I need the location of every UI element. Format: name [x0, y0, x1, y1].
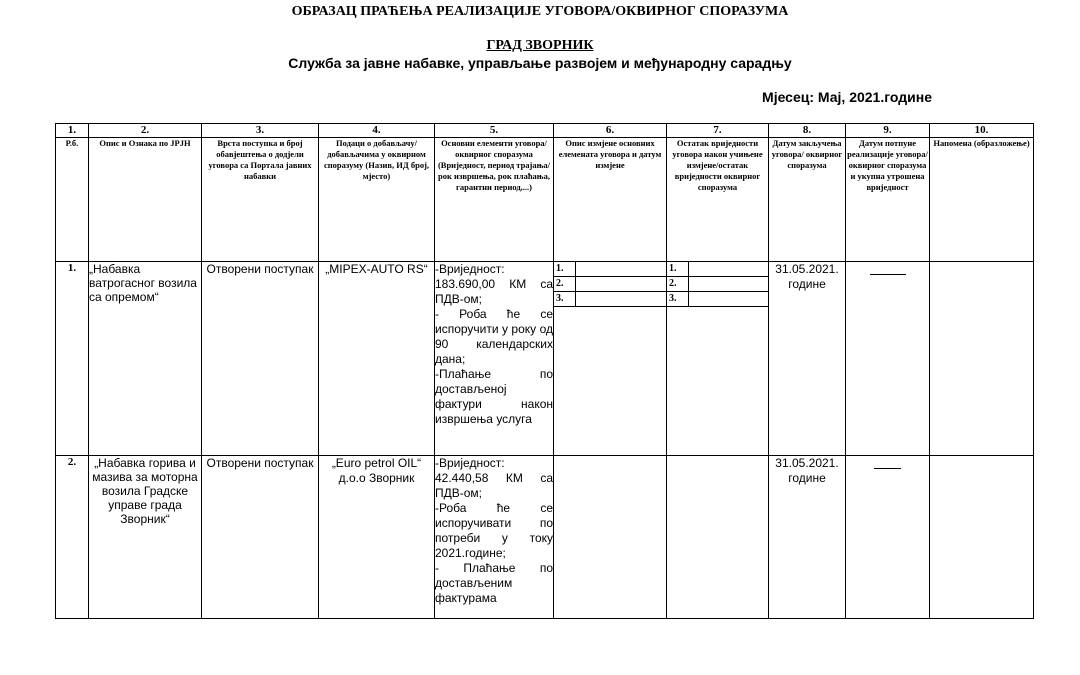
column-header-row: [56, 138, 1034, 262]
column-number: 4.: [319, 124, 435, 138]
amendment-number: 3.: [554, 292, 576, 307]
column-number: 7.: [667, 124, 769, 138]
amendment-number: 2.: [554, 277, 576, 292]
delivery-term: -Роба ће се испоручивати по потреби у току 2021.године;: [435, 501, 553, 560]
remaining-value: [689, 292, 769, 307]
procedure-type: Отворени поступак: [202, 456, 319, 619]
column-header: Остатак вриједности уговора након учињене измјене/остатак вриједности оквирног споразума: [667, 138, 769, 262]
remaining-value: [689, 277, 769, 292]
column-number: 10.: [930, 124, 1034, 138]
column-header: Подаци о добављачу/ добављачима у оквирном споразуму (Назив, ИД број, мјесто): [319, 138, 435, 262]
contract-elements: [435, 262, 554, 456]
remaining-number: 2.: [667, 277, 689, 292]
contract-elements: [435, 456, 554, 619]
column-header: Опис и Ознака по ЈРЈН: [89, 138, 202, 262]
row-number: 2.: [56, 456, 89, 619]
column-number-row: [56, 124, 1034, 138]
completion-cell: [846, 456, 930, 619]
column-number: 2.: [89, 124, 202, 138]
remaining-value: [689, 262, 769, 277]
column-header: Опис измјене основних елемената уговора и датум измјене: [554, 138, 667, 262]
remaining-number: 1.: [667, 262, 689, 277]
contract-value: -Вриједност: 183.690,00 КМ са ПДВ-ом;: [435, 262, 553, 306]
empty-dash: [874, 468, 901, 469]
column-header: Напомена (образложење): [930, 138, 1034, 262]
table-row: [56, 456, 1034, 619]
city-name: ГРАД ЗВОРНИК: [486, 38, 594, 53]
form-title: ОБРАЗАЦ ПРАЋЕЊА РЕАЛИЗАЦИЈЕ УГОВОРА/ОКВИРНОГ СПОРАЗУМА: [291, 4, 789, 19]
column-header: Врста поступка и број обавјештења о додјели уговора са Портала јавних набавки: [202, 138, 319, 262]
amendments-cell: [554, 456, 667, 619]
remaining-number: 3.: [667, 292, 689, 307]
supplier-name: „MIPEX-AUTO RS“: [319, 262, 435, 456]
note-cell: [930, 262, 1034, 456]
conclusion-date: 31.05.2021. године: [769, 456, 846, 619]
table-row: [56, 262, 1034, 456]
delivery-term: - Роба ће се испоручити у року од 90 календарских дана;: [435, 307, 553, 366]
amendment-value: [576, 277, 667, 292]
amendment-number: 1.: [554, 262, 576, 277]
completion-cell: [846, 262, 930, 456]
contract-value: -Вриједност: 42.440,58 КМ са ПДВ-ом;: [435, 456, 553, 500]
procedure-type: Отворени поступак: [202, 262, 319, 456]
column-number: 6.: [554, 124, 667, 138]
amendments-subtable: [554, 262, 666, 307]
payment-term: -Плаћање по достављеној фактури након извршења услуга: [435, 367, 553, 426]
procurement-description: „Набавка горива и мазива за моторна возила Градске управе града Зворник“: [89, 456, 202, 619]
report-month: Мјесец: Мај, 2021.године: [762, 89, 932, 105]
column-number: 8.: [769, 124, 846, 138]
empty-dash: [870, 274, 906, 275]
column-number: 5.: [435, 124, 554, 138]
amendments-cell: [554, 262, 667, 456]
supplier-name: „Euro petrol OIL“ д.о.о Зворник: [319, 456, 435, 619]
amendment-value: [576, 262, 667, 277]
procurement-description: „Набавка ватрогасног возила са опремом“: [89, 262, 202, 456]
remaining-value-cell: [667, 262, 769, 456]
row-number: 1.: [56, 262, 89, 456]
column-header: Основни елементи уговора/оквирног споразума (Вриједност, период трајања/рок извршења, рок плаћања, гарантни период,...): [435, 138, 554, 262]
column-number: 9.: [846, 124, 930, 138]
remaining-value-subtable: [667, 262, 768, 307]
column-header: Р.б.: [56, 138, 89, 262]
column-number: 1.: [56, 124, 89, 138]
note-cell: [930, 456, 1034, 619]
column-number: 3.: [202, 124, 319, 138]
payment-term: - Плаћање по достављеним фактурама: [435, 561, 553, 605]
remaining-value-cell: [667, 456, 769, 619]
amendment-value: [576, 292, 667, 307]
conclusion-date: 31.05.2021. године: [769, 262, 846, 456]
column-header: Датум закључења уговора/ оквирног споразума: [769, 138, 846, 262]
department-name: Служба за јавне набавке, управљање развојем и међународну сарадњу: [288, 55, 792, 71]
column-header: Датум потпуне реализације уговора/ оквирног споразума и укупна утрошена вриједност: [846, 138, 930, 262]
contract-tracking-table: [55, 123, 1034, 619]
